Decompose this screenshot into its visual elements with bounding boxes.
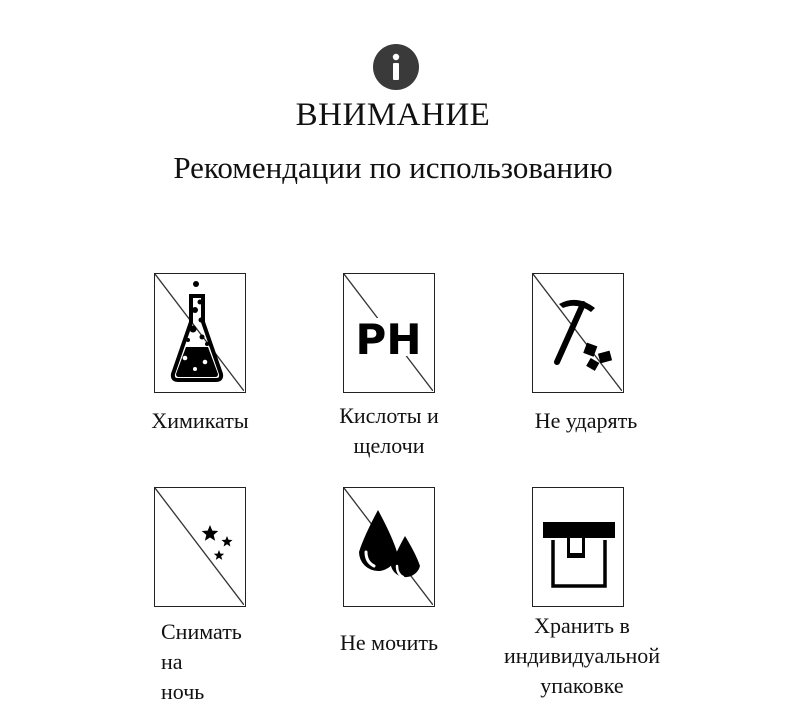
info-icon: [373, 44, 419, 90]
warning-card-chemicals: [154, 273, 246, 393]
label-store-individually: Хранить в индивидуальной упаковке: [503, 613, 661, 698]
label-no-impact: Не ударять: [534, 408, 638, 433]
label-chemicals: Химикаты: [151, 408, 249, 433]
warning-card-acids: [343, 273, 435, 393]
page-subtitle: Рекомендации по использованию: [173, 150, 613, 185]
storage-box-icon: [533, 488, 622, 605]
warning-card-no-impact: [532, 273, 624, 393]
warning-card-no-water: [343, 487, 435, 607]
warning-card-store-individually: [532, 487, 624, 607]
pickaxe-icon: [533, 274, 622, 391]
svg-text:PH: PH: [355, 315, 422, 364]
label-acids: Кислоты и щелочи: [339, 403, 439, 458]
label-remove-at-night: Снимать на ночь: [161, 619, 242, 704]
moon-stars-icon: [155, 488, 244, 605]
water-drops-icon: [344, 488, 433, 605]
page-title: ВНИМАНИЕ: [295, 97, 491, 133]
ph-icon: [344, 274, 433, 391]
chemical-flask-icon: [155, 274, 244, 391]
warning-card-remove-at-night: [154, 487, 246, 607]
label-no-water: Не мочить: [340, 630, 438, 655]
